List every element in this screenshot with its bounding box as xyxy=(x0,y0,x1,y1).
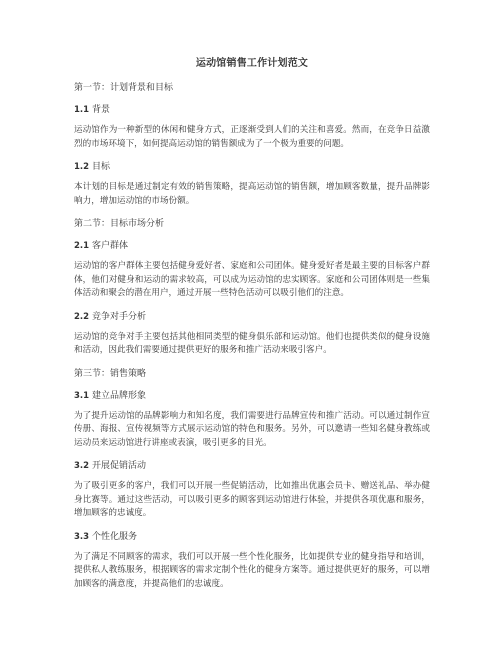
section-number: 2.1 xyxy=(74,241,90,251)
section-heading-1-2 xyxy=(74,161,430,173)
paragraph-3-2: 为了吸引更多的客户，我们可以开展一些促销活动，比如推出优惠会员卡、赠送礼品、举办健身比赛等。通过这些活动，可以吸引更多的顾客到运动馆进行体验，并提供各项优惠和服务，增加顾客的忠诚度。 xyxy=(74,481,430,518)
section-heading-3-1 xyxy=(74,390,430,402)
section-title: 竞争对手分析 xyxy=(91,311,146,322)
chapter-heading-1: 第一节：计划背景和目标 xyxy=(74,83,174,93)
section-title: 开展促销活动 xyxy=(91,461,146,471)
section-number: 2.2 xyxy=(74,311,90,322)
section-number: 3.3 xyxy=(74,531,90,542)
chapter-heading-2: 第二节：目标市场分析 xyxy=(74,219,165,229)
section-title: 个性化服务 xyxy=(91,531,137,542)
section-number: 1.2 xyxy=(74,162,90,172)
section-heading-2-2 xyxy=(74,311,430,323)
paragraph-1-1: 运动馆作为一种新型的休闲和健身方式，正逐渐受到人们的关注和喜爱。然而，在竞争日益激烈的市场环境下，如何提高运动馆的销售额成为了一个极为重要的问题。 xyxy=(74,125,430,149)
section-heading-1-1 xyxy=(74,104,430,116)
document-title: 运动馆销售工作计划范文 xyxy=(195,58,309,69)
paragraph-2-1: 运动馆的客户群体主要包括健身爱好者、家庭和公司团体。健身爱好者是最主要的目标客户群体，他们对健身和运动的需求较高，可以成为运动馆的忠实顾客。家庭和公司团体则是一些集体活动和聚会的潜在用户，通过开展一些特色活动可以吸引他们的注意。 xyxy=(74,261,430,298)
chapter-heading-3: 第三节：销售策略 xyxy=(74,368,147,379)
section-number: 1.1 xyxy=(74,105,90,115)
section-title: 目标 xyxy=(91,162,110,172)
section-title: 客户群体 xyxy=(91,241,128,251)
section-heading-3-3 xyxy=(74,531,430,543)
section-heading-3-2 xyxy=(74,460,430,472)
section-title: 建立品牌形象 xyxy=(91,390,146,401)
section-title: 背景 xyxy=(91,105,110,115)
paragraph-3-1: 为了提升运动馆的品牌影响力和知名度，我们需要进行品牌宣传和推广活动。可以通过制作宣传册、海报、宣传视频等方式展示运动馆的特色和服务。另外，可以邀请一些知名健身教练或运动员来运动馆进行讲座或表演，吸引更多的目光。 xyxy=(74,410,430,448)
paragraph-2-2: 运动馆的竞争对手主要包括其他相同类型的健身俱乐部和运动馆。他们也提供类似的健身设施和活动，因此我们需要通过提供更好的服务和推广活动来吸引客户。 xyxy=(74,331,430,355)
section-number: 3.2 xyxy=(74,461,90,471)
section-heading-2-1 xyxy=(74,240,430,252)
section-number: 3.1 xyxy=(74,390,90,401)
paragraph-3-3: 为了满足不同顾客的需求，我们可以开展一些个性化服务，比如提供专业的健身指导和培训，提供私人教练服务，根据顾客的需求定制个性化的健身方案等。通过提供更好的服务，可以增加顾客的满意度，并提高他们的忠诚度。 xyxy=(74,551,430,589)
paragraph-1-2: 本计划的目标是通过制定有效的销售策略，提高运动馆的销售额，增加顾客数量，提升品牌影响力，增加运动馆的市场份额。 xyxy=(74,182,430,206)
